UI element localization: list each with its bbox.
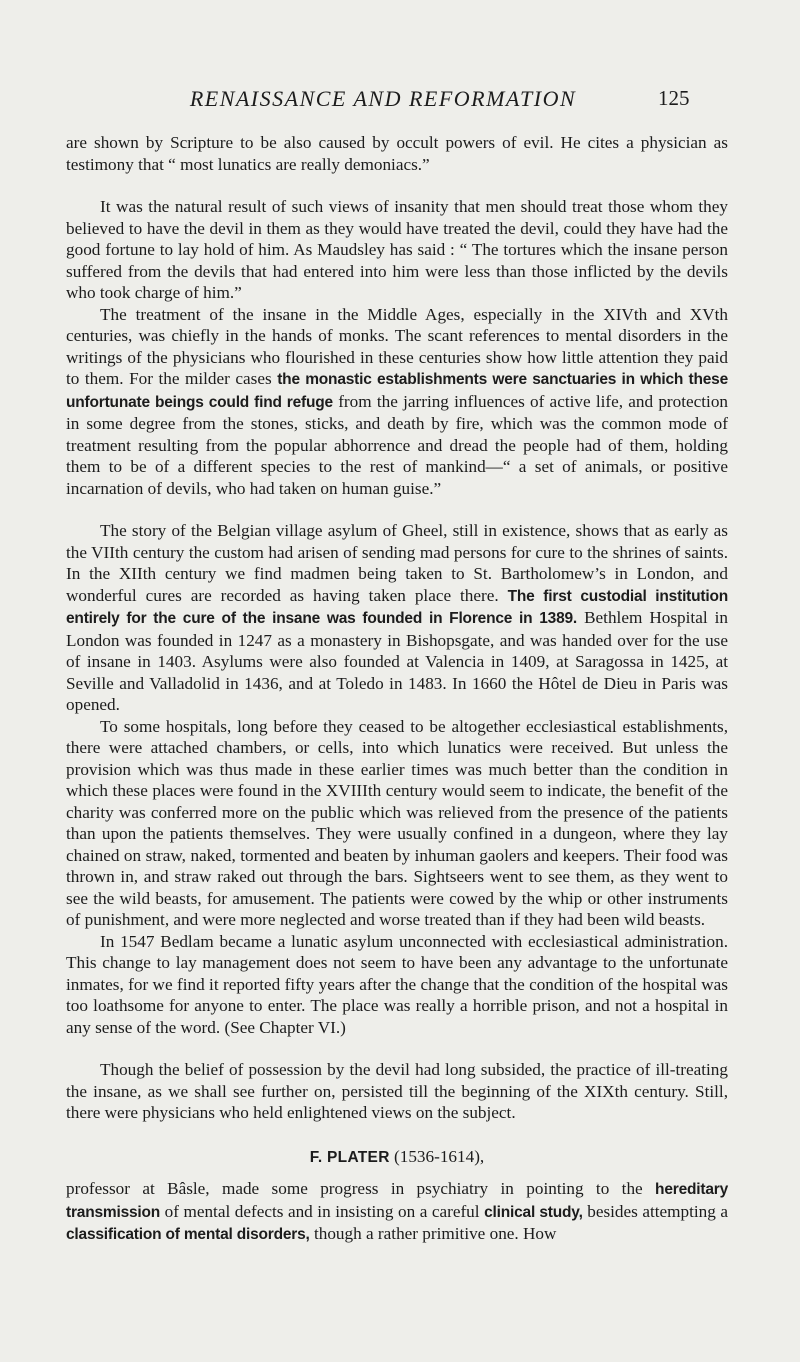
- highlight-clinical-study: clinical study,: [484, 1203, 583, 1221]
- paragraph-7: Though the belief of possession by the devil had long subsided, the practice of ill-treating the insane, as we shall see further on, persisted till the beginning of the XIXth century. Still, there were physicians who held enlightened views on the subject.: [66, 1060, 728, 1122]
- highlight-classification: classification of mental disorders,: [66, 1226, 310, 1243]
- paragraph-4-text-a: The story of the Belgian village asylum of Gheel, still in existence, shows that as early as the VIIth century the custom had arisen of sending mad persons for cure to the shrines of saints. In the XIIth century we find madmen being taken to St. Bartholomew’s in London, and wonderful cures are recorded as having taken place there.: [66, 521, 728, 605]
- highlight-first-custodial-institution: The first custodial institution entirely for the cure of the insane was founded in Florence in 1389.: [66, 587, 729, 627]
- paragraph-6: In 1547 Bedlam became a lunatic asylum unconnected with ecclesiastical administration. This change to lay management does not seem to have been any advantage to the unfortunate inmates, for we find it reported fifty years after the change that the condition of the hospital was too loathsome for anyone to enter. The place was really a horrible prison, and not a hospital in any sense of the word. (See Chapter VI.): [66, 931, 728, 1037]
- paragraph-8-text-d: though a rather primitive one. How: [313, 1224, 557, 1243]
- paragraph-1: are shown by Scripture to be also caused by occult powers of evil. He cites a physician as testimony that “ most lunatics are really demoniacs.”: [66, 133, 728, 174]
- paragraph-3-text-b: from the jarring influences of active life, and protection in some degree from the stones, sticks, and death by fire, which was the common mode of treatment resulting from the popular abhorrence and dread the people had of them, holding them to be of a different species to the rest of mankind—“ a set of animals, or positive incarnation of devils, who had taken on human guise.”: [66, 391, 729, 498]
- paragraph-4: [66, 520, 728, 716]
- paragraph-2: It was the natural result of such views of insanity that men should treat those whom they believed to have the devil in them as they would have treated the devil, could they have had the good fortune to lay hold of him. As Maudsley has said : “ The tortures which the insane person suffered from the devils that had entered into him were less than those inflicted by the devils who took charge of him.”: [66, 197, 728, 302]
- highlight-hereditary-transmission: hereditary transmission: [66, 1181, 728, 1221]
- paragraph-8-text-a: professor at Bâsle, made some progress in psychiatry in pointing to the: [66, 1179, 643, 1198]
- heading-name: F. PLATER: [309, 1148, 390, 1166]
- heading-dates: (1536-1614),: [394, 1146, 485, 1166]
- page-number: 125: [658, 86, 690, 110]
- paragraph-8-text-b: of mental defects and in insisting on a careful: [164, 1201, 480, 1221]
- paragraph-3-text-a: The treatment of the insane in the Middle Ages, especially in the XIVth and XVth centuries, was chiefly in the hands of monks. The scant references to mental disorders in the writings of the physicians who flourished in these centuries show how little attention they paid to them. For the milder cases: [66, 304, 728, 388]
- highlight-monastic-sanctuaries: the monastic establishments were sanctuaries in which these unfortunate beings could find refuge: [66, 371, 728, 411]
- paragraph-3: [66, 304, 728, 500]
- paragraph-5: To some hospitals, long before they ceased to be altogether ecclesiastical establishments, there were attached chambers, or cells, into which lunatics were received. But unless the provision which was thus made in these earlier times was much better than the condition in which these places were found in the XVIIIth century would seem to indicate, the benefit of the charity was conferred more on the public which was relieved from the presence of the patients than upon the patients themselves. They were usually confined in a dungeon, where they lay chained on straw, naked, tormented and beaten by inhuman gaolers and keepers. Their food was thrown in, and straw raked out through the bars. Sightseers went to see them, as they went to see the wild beasts, for amusement. The patients were cowed by the whip or other instruments of punishment, and were more neglected and worse treated than if they had been wild beasts.: [66, 716, 728, 929]
- paragraph-8-text-c: besides attempting a: [587, 1201, 729, 1221]
- paragraph-8: [66, 1178, 728, 1246]
- paragraph-4-text-b: Bethlem Hospital in London was founded in 1247 as a monastery in Bishopsgate, and was handed over for the use of insane in 1403. Asylums were also founded at Valencia in 1409, at Saragossa in 1425, at Seville and Valladolid in 1436, and at Toledo in 1483. In 1660 the Hôtel de Dieu in Paris was opened.: [66, 608, 729, 714]
- section-heading: [66, 1146, 728, 1169]
- body-text: [66, 132, 728, 1246]
- running-title: RENAISSANCE AND REFORMATION: [189, 86, 577, 111]
